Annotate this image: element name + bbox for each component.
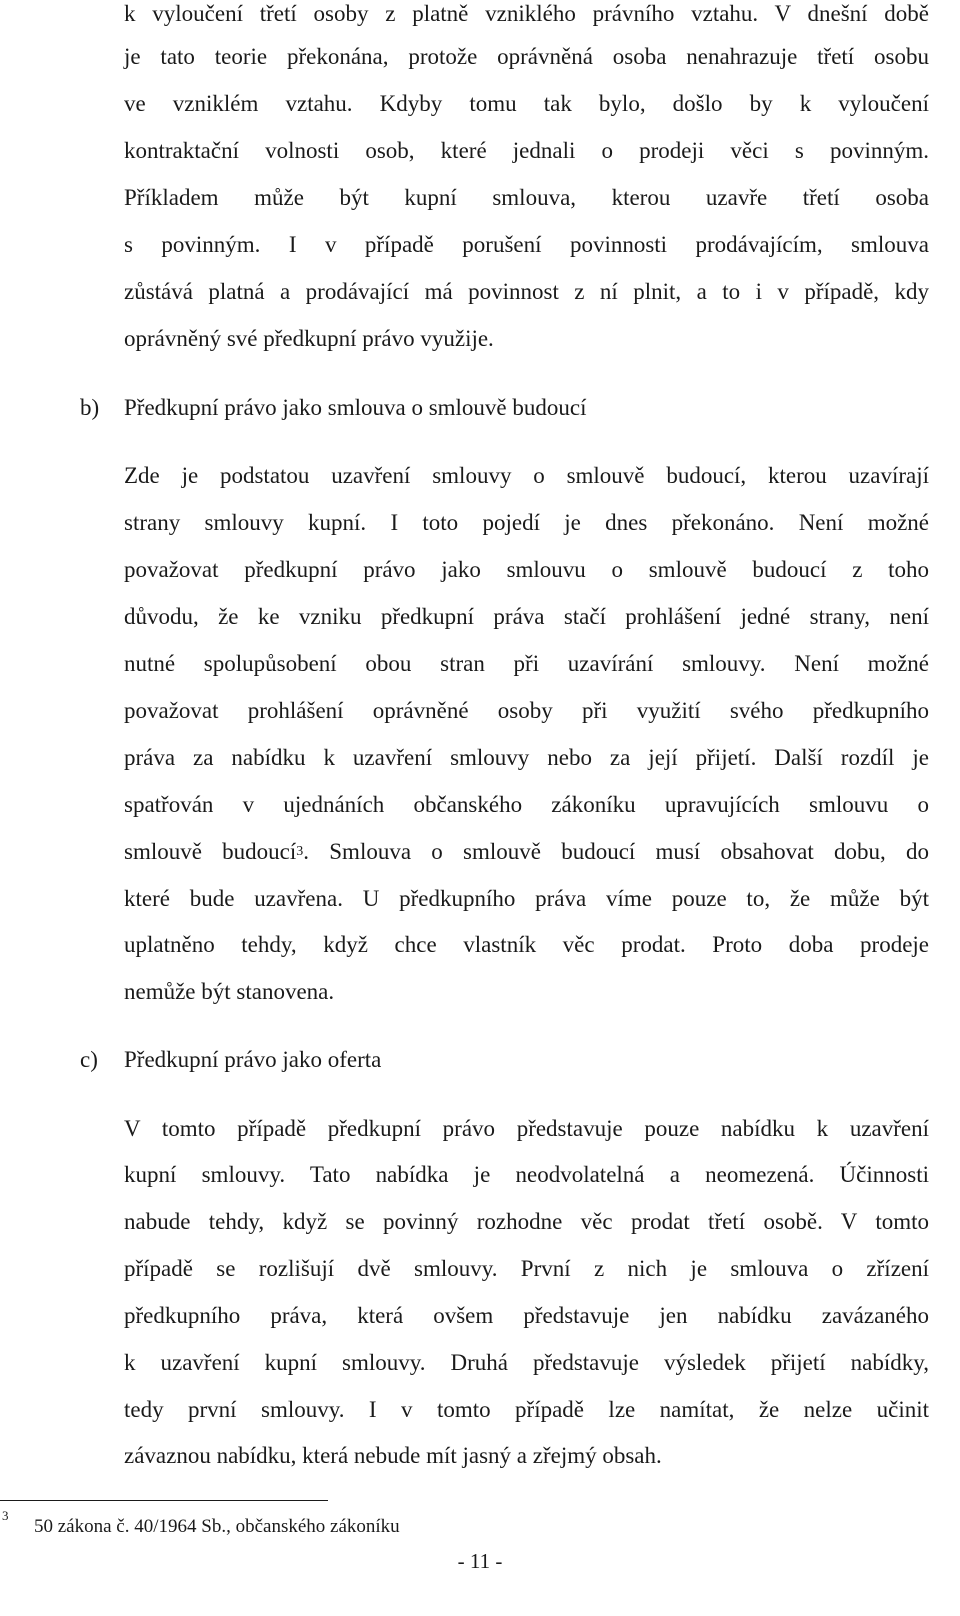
text-line: případě se rozlišují dvě smlouvy. První z nich je smlouva o zřízení xyxy=(124,1256,929,1281)
text-line: uplatněno tehdy, když chce vlastník věc prodat. Proto doba prodeje xyxy=(124,932,929,957)
text-line: které bude uzavřena. U předkupního práva víme pouze to, že může být xyxy=(124,886,929,911)
section-heading: Předkupní právo jako smlouva o smlouvě budoucí xyxy=(124,395,587,420)
text-line: V tomto případě předkupní právo představuje pouze nabídku k uzavření xyxy=(124,1116,929,1141)
text-line: strany smlouvy kupní. I toto pojedí je dnes překonáno. Není možné xyxy=(124,510,929,535)
footnote-reference[interactable]: 3 xyxy=(296,844,304,859)
text-line-with-footnote xyxy=(124,838,929,870)
text-line: ve vzniklém vztahu. Kdyby tomu tak bylo, došlo by k vyloučení xyxy=(124,91,929,116)
text-segment: smlouvě budoucí xyxy=(124,839,297,864)
page-number: - 11 - xyxy=(457,1549,503,1573)
text-line: spatřován v ujednáních občanského zákoníku upravujících smlouvu o xyxy=(124,792,929,817)
footnote-separator xyxy=(0,1500,328,1501)
text-line: nutné spolupůsobení obou stran při uzavírání smlouvy. Není možné xyxy=(124,651,929,676)
text-line: Příkladem může být kupní smlouva, kterou uzavře třetí osoba xyxy=(124,185,929,210)
text-line: závaznou nabídku, která nebude mít jasný a zřejmý obsah. xyxy=(124,1443,662,1468)
text-line: předkupního práva, která ovšem představuje jen nabídku zavázaného xyxy=(124,1303,929,1328)
text-line: práva za nabídku k uzavření smlouvy nebo za její přijetí. Další rozdíl je xyxy=(124,745,929,770)
text-line: tedy první smlouvy. I v tomto případě lze namítat, že nelze učinit xyxy=(124,1397,929,1422)
text-segment: . Smlouva o smlouvě budoucí musí obsahovat dobu, do xyxy=(303,839,929,864)
text-line: s povinným. I v případě porušení povinnosti prodávajícím, smlouva xyxy=(124,232,929,257)
footnote-text: 50 zákona č. 40/1964 Sb., občanského zákoníku xyxy=(34,1516,400,1537)
text-line: kontraktační volnosti osob, které jednali o prodeji věci s povinným. xyxy=(124,138,929,163)
text-line: zůstává platná a prodávající má povinnost z ní plnit, a to i v případě, kdy xyxy=(124,279,929,304)
text-line: nemůže být stanovena. xyxy=(124,979,335,1004)
text-line: kupní smlouvy. Tato nabídka je neodvolatelná a neomezená. Účinnosti xyxy=(124,1162,929,1187)
footnote-number: 3 xyxy=(2,1508,9,1523)
text-line: oprávněný své předkupní právo využije. xyxy=(124,326,494,351)
list-marker: b) xyxy=(80,395,100,420)
text-line: nabude tehdy, když se povinný rozhodne věc prodat třetí osobě. V tomto xyxy=(124,1209,929,1234)
text-line: důvodu, že ke vzniku předkupní práva stačí prohlášení jedné strany, není xyxy=(124,604,929,629)
text-line: považovat prohlášení oprávněné osoby při využití svého předkupního xyxy=(124,698,929,723)
text-line: k vyloučení třetí osoby z platně vzniklého právního vztahu. V dnešní době xyxy=(124,1,929,26)
text-line: Zde je podstatou uzavření smlouvy o smlouvě budoucí, kterou uzavírají xyxy=(124,463,929,488)
text-line: považovat předkupní právo jako smlouvu o smlouvě budoucí z toho xyxy=(124,557,929,582)
list-marker: c) xyxy=(80,1047,98,1072)
text-line: k uzavření kupní smlouvy. Druhá představuje výsledek přijetí nabídky, xyxy=(124,1350,929,1375)
text-line: je tato teorie překonána, protože oprávněná osoba nenahrazuje třetí osobu xyxy=(124,44,929,69)
section-heading: Předkupní právo jako oferta xyxy=(124,1047,382,1072)
